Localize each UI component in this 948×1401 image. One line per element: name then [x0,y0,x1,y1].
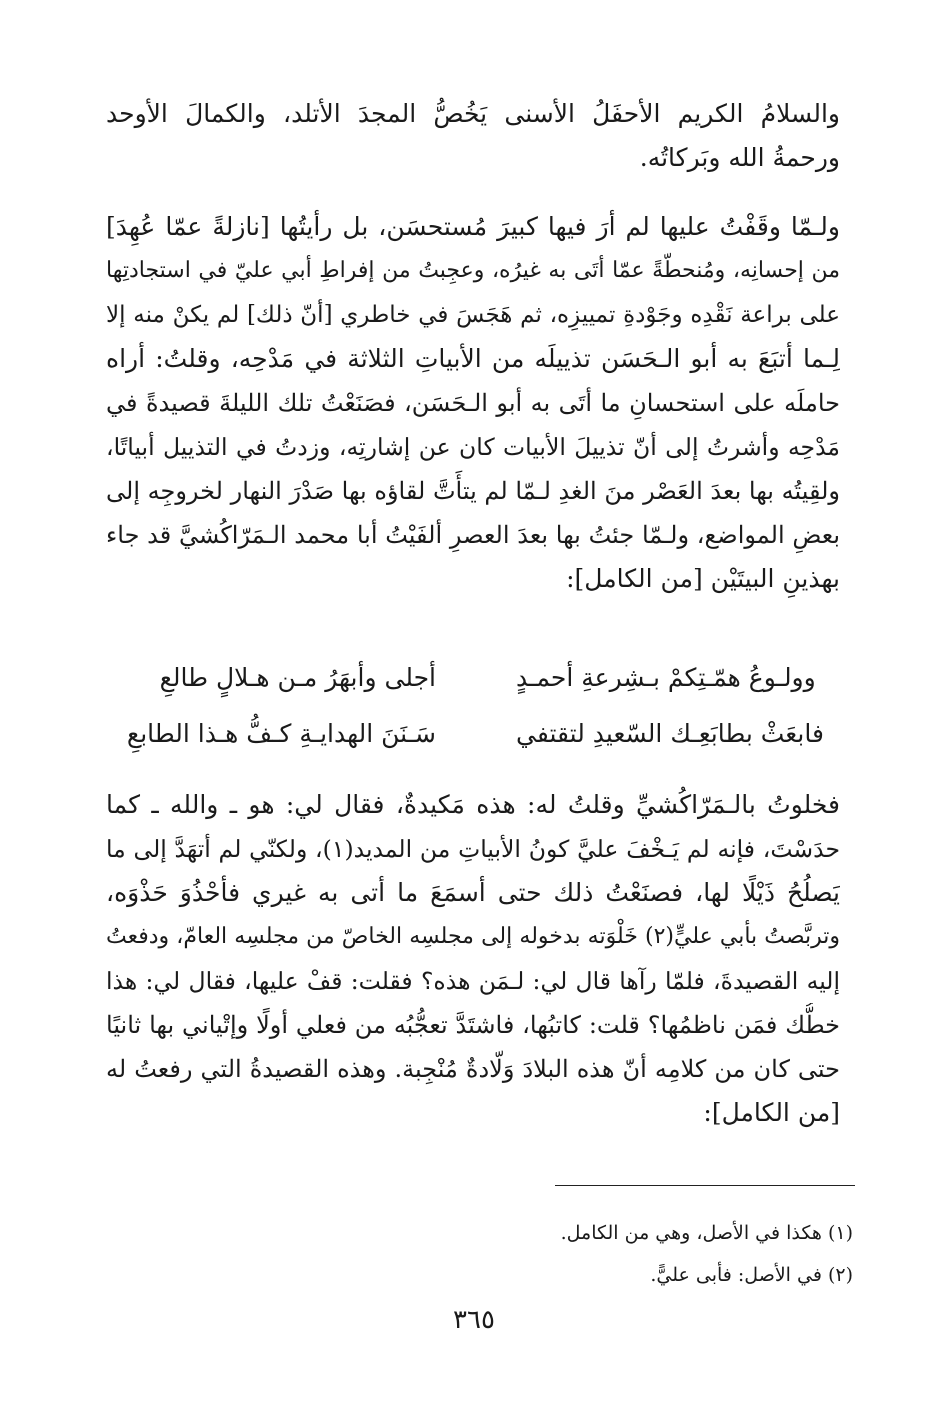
paragraph-2 [106,205,840,601]
footnote-2: (٢) في الأصل: فأبى عليًّ. [650,1264,853,1286]
page-number: ٣٦٥ [453,1305,495,1335]
text-line: حاملَه على استحسانِ ما أتَى به أبو الـحَسَن، فصَنَعْتُ تلك الليلةَ قصيدةً في [106,389,840,417]
poem [106,650,846,762]
poem-verse [106,650,846,706]
text-line: فخلوتُ بالـمَرّاكُشيِّ وقلتُ له: هذه مَكيدةٌ، فقال لي: هو ـ والله ـ كما [106,790,840,819]
poem-hemistich-left: أجلى وأبهَرُ مـن هـلالٍ طالعِ [159,663,436,692]
footnote-separator [555,1185,855,1186]
text-line: ولقِيتُه بها بعدَ العَصْر منَ الغدِ لـمّا لم يتأَتَّ لقاؤه بها صَدْرَ النهار لخروجِه إلى [106,477,840,505]
paragraph-1 [106,92,840,180]
footnotes [353,1212,853,1296]
text-line: وتربَّصتُ بأبي عليٍّ(٢) خَلْوَته بدخوله إلى مجلسِه الخاصّ من مجلسِه العامّ، ودفعتُ [106,924,840,949]
poem-hemistich-right: وولـوعُ همّـتِكمْ بـشِرعةِ أحمـدٍ [516,663,816,692]
footnote-1: (١) هكذا في الأصل، وهي من الكامل. [560,1222,853,1244]
text-line: على براعة نَقْدِه وجَوْدةِ تمييزِه، ثم هَجَسَ في خاطري [أنّ ذلك] لم يكنْ منه إلا [106,302,840,328]
text-line: بهذينِ البيتَيْن [من الكامل]: [566,564,840,593]
text-line: من إحسانِه، ومُنحطّةً عمّا أتَى به غيرُه، وعجِبتُ من إفراطِ أبي عليّ في استجادتِها [106,258,840,283]
text-line: حتى كان من كلامِه أنّ هذه البلادَ وَلّادةٌ مُنْجِبة. وهذه القصيدةُ التي رفعتُ له [106,1055,840,1083]
text-line: لِـما أتبَعَ به أبو الـحَسَن تذييلَه من الأبياتِ الثلاثة في مَدْحِه، وقلتُ: أراه [106,344,840,373]
text-line: ولـمّا وقَفْتُ عليها لم أرَ فيها كبيرَ مُستحسَن، بل رأيتُها [نازلةً عمّا عُهِدَ] [106,212,840,241]
text-line: والسلامُ الكريم الأحفَلُ الأسنى يَخُصُّ المجدَ الأتلد، والكمالَ الأوحد [106,99,840,128]
paragraph-3 [106,783,840,1135]
text-line: بعضِ المواضع، ولـمّا جئتُ بها بعدَ العصرِ ألفَيْتُ أبا محمد الـمَرّاكُشيَّ قد جاء [106,521,840,549]
poem-hemistich-right: فابعَثْ بطابَعِـك السّعيدِ لتقتفي [516,719,824,748]
text-line: [من الكامل]: [703,1098,840,1127]
text-line: حدَسْتَ، فإنه لم يَـخْفَ عليَّ كونُ الأبياتِ من المديد(١)، ولكنّي لم أتهَدَّ إلى ما [106,835,840,863]
poem-verse [106,706,846,762]
text-line: إليه القصيدةَ، فلمّا رآها قال لي: لـمَن هذه؟ فقلت: قفْ عليها، فقال لي: هذا [106,967,840,995]
text-line: خطُّك فمَن ناظمُها؟ قلت: كاتبُها، فاشتَدَّ تعجُّبُه من فعلي أولًا وإتْياني بها ثانيًا [106,1011,840,1039]
text-line: مَدْحِه وأشرتُ إلى أنّ تذييلَ الأبيات كان عن إشارتِه، وزدتُ في التذييل أبياتًا، [106,433,840,461]
poem-hemistich-left: سَـنَنَ الهدايـةِ كـفُّ هـذا الطابعِ [126,719,436,748]
text-line: ورحمةُ الله وبَركاتُه. [639,143,840,172]
text-line: يَصلُحُ ذَيْلًا لها، فصنَعْتُ ذلك حتى أسمَعَ ما أتى به غيري فأحْذُوَ حَذْوَه، [106,878,840,907]
